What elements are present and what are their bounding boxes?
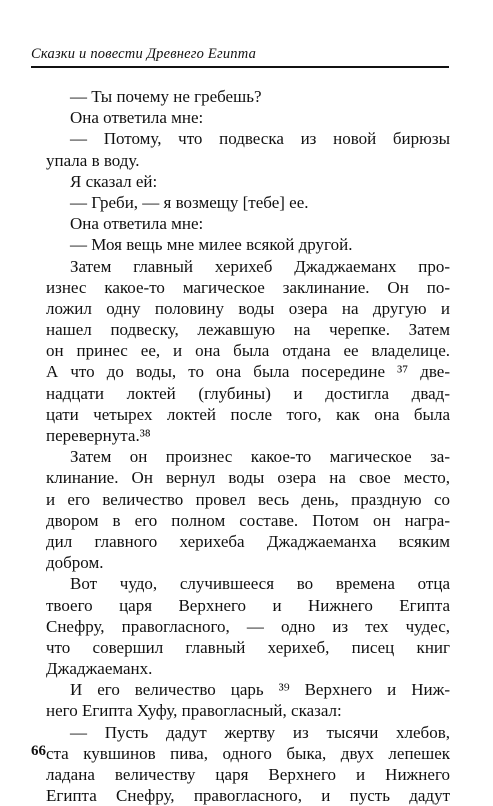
text-line: цати четырех локтей после того, как она была [46, 404, 450, 424]
text-line: что совершил главный херихеб, писец книг [46, 637, 450, 657]
text-line: — Потому, что подвеска из новой бирюзы [70, 129, 450, 149]
text-line: ложил одну половину воды озера на другую и [46, 298, 450, 318]
text-line: — Моя вещь мне милее всякой другой. [70, 235, 353, 255]
text-line: нашел подвеску, лежавшую на черепке. Затем [46, 320, 450, 340]
text-line: дил главного херихеба Джаджаеманха всяким [46, 531, 450, 551]
text-line: и его величество провел весь день, праздную со [46, 489, 450, 509]
text-line: Снефру, правогласного, — одно из тех чудес, [46, 616, 450, 636]
text-line: Затем главный херихеб Джаджаеманх про- [70, 256, 450, 276]
text-line: он принес ее, и она была отдана ее владелице. [46, 341, 450, 361]
text-line: перевернута.³⁸ [46, 426, 151, 445]
header-rule [31, 66, 449, 68]
text-line: Я сказал ей: [70, 171, 158, 191]
text-line: двором в его полном составе. Потом он награ- [46, 510, 450, 530]
text-line: добром. [46, 553, 104, 573]
text-line: него Египта Хуфу, правогласный, сказал: [46, 701, 342, 721]
text-line: надцати локтей (глубины) и достигла двад- [46, 383, 450, 403]
text-line: твоего царя Верхнего и Нижнего Египта [46, 595, 450, 615]
text-line: Она ответила мне: [70, 108, 204, 128]
text-line: упала в воду. [46, 150, 140, 170]
page-number: 66 [31, 743, 46, 759]
text-line: Египта Снефру, правогласного, и пусть дадут [46, 786, 450, 806]
text-line: — Ты почему не гребешь? [70, 87, 262, 106]
text-line: ладана величеству царя Верхнего и Нижнего [46, 765, 450, 784]
text-line: Джаджаеманх. [46, 659, 153, 679]
body-text [46, 86, 450, 806]
running-header: Сказки и повести Древнего Египта [31, 46, 257, 62]
text-line: — Греби, — я возмещу [тебе] ее. [70, 192, 309, 212]
text-line: Она ответила мне: [70, 214, 204, 234]
text-line: Вот чудо, случившееся во времена отца [70, 574, 450, 594]
text-line: ста кувшинов пива, одного быка, двух лепешек [46, 743, 450, 763]
text-line: изнес какое-то магическое заклинание. Он по- [46, 277, 450, 297]
text-line: И его величество царь ³⁹ Верхнего и Ниж- [70, 680, 450, 700]
text-line: — Пусть дадут жертву из тысячи хлебов, [70, 722, 450, 742]
text-line: клинание. Он вернул воды озера на свое место, [46, 468, 450, 488]
text-line: А что до воды, то она была посередине ³⁷ две- [46, 362, 450, 382]
text-line: Затем он произнес какое-то магическое за- [70, 447, 450, 467]
